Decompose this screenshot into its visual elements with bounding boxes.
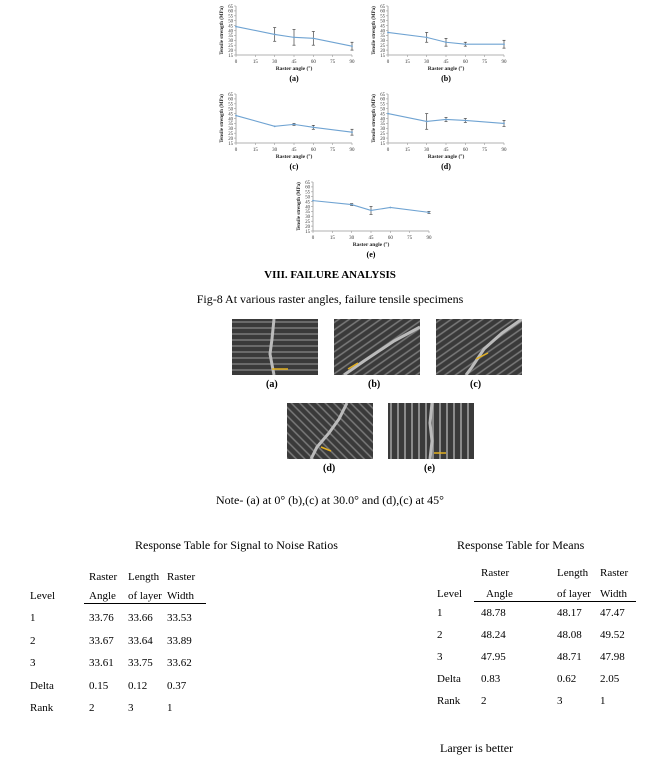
y-tick-label: 25 [228,132,233,137]
means-header-r1c1: Raster [481,567,510,579]
data-point [464,43,466,45]
data-point [351,45,353,47]
means-cell-r3c3: 47.98 [600,651,625,663]
means-cell-r4c0: Delta [437,673,461,685]
means-header-r2c0: Level [437,588,463,600]
x-tick-label: 15 [252,60,258,65]
data-point [312,200,314,202]
sn-cell-r3c0: 3 [30,657,36,669]
chart-e [287,176,447,261]
fracture-image-a [232,319,318,375]
photo-label-b: (b) [368,379,381,390]
y-tick-label: 20 [228,136,233,142]
y-tick-label: 60 [380,9,385,15]
data-point [503,43,505,45]
means-header-r2c1: Angle [486,588,513,600]
sn-cell-r4c1: 0.15 [89,679,109,692]
sn-cell-r5c1: 2 [89,702,95,714]
y-axis-label: Tensile strength (MPa) [297,182,302,231]
y-axis-label: Tensile strength (MPa) [220,6,225,55]
sn-cell-r3c1: 33.61 [89,657,114,669]
x-tick-label: 0 [234,148,238,153]
means-header-r2c2: of layer [557,588,591,600]
y-tick-label: 20 [380,48,385,54]
y-tick-label: 35 [380,34,385,40]
y-tick-label: 20 [305,224,310,230]
means-header-r1c3: Raster [600,567,629,579]
y-tick-label: 65 [228,92,233,98]
y-tick-label: 15 [305,229,310,235]
y-tick-label: 45 [380,24,385,30]
y-tick-label: 30 [380,39,385,45]
panel-label: (a) [289,74,299,83]
means-cell-r4c1: 0.83 [481,673,501,685]
sn-cell-r1c2: 33.66 [128,612,153,624]
panel-label: (d) [441,162,451,171]
sn-header-rule [84,603,206,604]
fracture-image-d [287,403,373,459]
sn-cell-r1c0: 1 [30,612,36,624]
means-cell-r1c0: 1 [437,607,443,619]
y-tick-label: 45 [305,200,310,206]
x-axis-label: Raster angle (°) [275,154,313,160]
sn-cell-r4c3: 0.37 [167,679,187,692]
figure-caption: Fig-8 At various raster angles, failure tensile specimens [196,292,464,306]
sn-cell-r1c1: 33.76 [89,612,114,624]
x-tick-label: 45 [443,60,449,65]
photo-label-d: (d) [323,463,336,474]
fracture-photo-d [287,403,373,459]
sn-header-r2c1: Angle [89,590,116,602]
x-tick-label: 90 [426,236,432,241]
y-tick-label: 60 [380,97,385,103]
y-tick-label: 55 [380,102,385,108]
x-tick-label: 45 [291,60,297,65]
x-tick-label: 15 [404,148,410,153]
means-cell-r5c1: 2 [481,695,487,707]
x-tick-label: 60 [310,148,316,153]
means-cell-r1c2: 48.17 [557,607,582,619]
x-tick-label: 75 [330,60,336,65]
x-tick-label: 15 [404,60,410,65]
y-tick-label: 65 [228,4,233,10]
data-point [426,121,428,123]
panel-label: (b) [441,74,451,83]
y-tick-label: 55 [228,14,233,20]
x-tick-label: 45 [291,148,297,153]
means-header-r1c2: Length [557,567,589,579]
means-cell-r3c0: 3 [437,651,443,663]
x-tick-label: 90 [501,148,507,153]
y-tick-label: 25 [380,132,385,137]
sn-cell-r2c1: 33.67 [89,634,114,647]
y-tick-label: 40 [380,117,385,123]
y-tick-label: 40 [228,117,233,123]
y-tick-label: 35 [228,122,233,128]
y-tick-label: 50 [228,19,233,25]
x-tick-label: 0 [234,60,238,65]
sn-cell-r2c2: 33.64 [128,634,153,647]
data-point [445,41,447,43]
x-tick-label: 90 [349,148,355,153]
means-cell-r1c1: 48.78 [481,607,506,619]
data-point [387,113,389,115]
y-tick-label: 30 [228,39,233,45]
sn-cell-r1c3: 33.53 [167,612,192,624]
sn-cell-r2c0: 2 [30,634,36,647]
data-point [351,131,353,133]
x-tick-label: 45 [443,148,449,153]
y-tick-label: 25 [228,44,233,49]
data-point [274,34,276,36]
x-tick-label: 45 [368,236,374,241]
y-tick-label: 20 [228,48,233,54]
sn-cell-r3c2: 33.75 [128,657,153,669]
photo-label-c: (c) [470,379,482,390]
y-tick-label: 40 [380,29,385,35]
x-tick-label: 30 [424,148,430,153]
y-tick-label: 40 [228,29,233,35]
data-point [312,126,314,128]
fracture-photo-a [232,319,318,375]
x-axis-label: Raster angle (°) [275,66,313,72]
data-point [464,120,466,122]
x-tick-label: 15 [252,148,258,153]
data-point [503,123,505,125]
y-tick-label: 45 [228,24,233,30]
chart-b [362,0,522,85]
sn-header-r1c3: Raster [167,571,196,583]
note: Note- (a) at 0° (b),(c) at 30.0° and (d),(c) at 45° [216,493,444,507]
photo-label-a: (a) [266,379,278,390]
x-tick-label: 75 [482,148,488,153]
x-tick-label: 60 [310,60,316,65]
panel-label: (e) [366,250,376,259]
sn-cell-r5c3: 1 [167,702,173,714]
section-title: VIII. FAILURE ANALYSIS [264,269,396,281]
y-tick-label: 60 [228,97,233,103]
y-tick-label: 60 [228,9,233,15]
data-point [312,37,314,39]
data-point [387,32,389,34]
means-cell-r2c3: 49.52 [600,629,625,641]
fracture-photo-b [334,319,420,375]
y-tick-label: 50 [305,195,310,201]
x-tick-label: 0 [386,60,390,65]
y-tick-label: 45 [380,112,385,118]
y-tick-label: 65 [380,4,385,10]
y-axis-label: Tensile strength (MPa) [372,6,377,55]
x-axis-label: Raster angle (°) [427,154,465,160]
sn-cell-r2c3: 33.89 [167,634,192,647]
y-tick-label: 15 [380,53,385,59]
y-tick-label: 35 [228,34,233,40]
data-point [293,123,295,125]
means-cell-r5c2: 3 [557,695,563,707]
means-cell-r3c1: 47.95 [481,651,506,663]
x-tick-label: 75 [482,60,488,65]
sn-cell-r3c3: 33.62 [167,657,192,669]
x-tick-label: 90 [501,60,507,65]
x-tick-label: 0 [311,236,315,241]
fracture-image-c [436,319,522,375]
y-tick-label: 55 [380,14,385,20]
fracture-image-e [388,403,474,459]
data-point [235,26,237,28]
x-tick-label: 60 [387,236,393,241]
fracture-photo-c [436,319,522,375]
y-tick-label: 30 [380,127,385,133]
data-point [370,210,372,212]
x-tick-label: 60 [462,148,468,153]
means-header-rule [474,601,636,602]
x-tick-label: 15 [329,236,335,241]
x-tick-label: 60 [462,60,468,65]
y-tick-label: 65 [380,92,385,98]
x-axis-label: Raster angle (°) [352,242,390,248]
y-tick-label: 55 [305,190,310,196]
y-tick-label: 50 [380,19,385,25]
photo-label-e: (e) [424,463,436,474]
y-tick-label: 25 [380,44,385,49]
y-tick-label: 45 [228,112,233,118]
x-tick-label: 30 [272,60,278,65]
footer-note: Larger is better [440,741,514,755]
means-cell-r2c1: 48.24 [481,629,506,641]
data-point [274,125,276,127]
x-tick-label: 90 [349,60,355,65]
means-cell-r2c2: 48.08 [557,629,582,641]
sn-header-r1c1: Raster [89,571,118,583]
chart-a [210,0,370,85]
y-tick-label: 25 [305,220,310,225]
means-cell-r5c0: Rank [437,695,461,707]
y-axis-label: Tensile strength (MPa) [220,94,225,143]
y-tick-label: 50 [228,107,233,113]
data-point [389,207,391,209]
y-tick-label: 15 [228,53,233,59]
sn-cell-r4c2: 0.12 [128,679,148,692]
panel-label: (c) [289,162,299,171]
means-cell-r3c2: 48.71 [557,651,582,663]
sn-header-r2c3: Width [167,590,195,602]
data-point [351,204,353,206]
x-axis-label: Raster angle (°) [427,66,465,72]
y-tick-label: 60 [305,185,310,191]
y-tick-label: 30 [228,127,233,133]
sn-cell-r4c0: Delta [30,679,54,692]
sn-cell-r5c0: Rank [30,702,54,714]
y-tick-label: 30 [305,215,310,221]
x-tick-label: 30 [349,236,355,241]
sn-header-r2c2: of layer [128,590,162,602]
data-point [428,211,430,213]
y-axis-label: Tensile strength (MPa) [372,94,377,143]
means-cell-r4c3: 2.05 [600,673,620,685]
fracture-image-b [334,319,420,375]
sn-table-title: Response Table for Signal to Noise Ratios [135,538,338,552]
x-tick-label: 75 [330,148,336,153]
y-tick-label: 55 [228,102,233,108]
data-point [426,36,428,38]
y-tick-label: 20 [380,136,385,142]
chart-d [362,88,522,173]
y-tick-label: 15 [228,141,233,147]
means-table-title: Response Table for Means [457,538,585,552]
means-cell-r4c2: 0.62 [557,673,577,685]
y-tick-label: 40 [305,205,310,211]
means-cell-r5c3: 1 [600,695,606,707]
sn-header-r1c2: Length [128,571,160,583]
means-header-r2c3: Width [600,588,628,600]
sn-header-r2c0: Level [30,590,56,602]
x-tick-label: 0 [386,148,390,153]
data-point [293,36,295,38]
fracture-photo-e [388,403,474,459]
data-point [445,119,447,121]
data-point [235,115,237,117]
sn-cell-r5c2: 3 [128,702,134,714]
y-tick-label: 15 [380,141,385,147]
x-tick-label: 75 [407,236,413,241]
means-cell-r1c3: 47.47 [600,607,625,619]
y-tick-label: 35 [305,210,310,216]
x-tick-label: 30 [272,148,278,153]
y-tick-label: 65 [305,180,310,186]
chart-c [210,88,370,173]
x-tick-label: 30 [424,60,430,65]
y-tick-label: 50 [380,107,385,113]
means-cell-r2c0: 2 [437,629,443,641]
y-tick-label: 35 [380,122,385,128]
